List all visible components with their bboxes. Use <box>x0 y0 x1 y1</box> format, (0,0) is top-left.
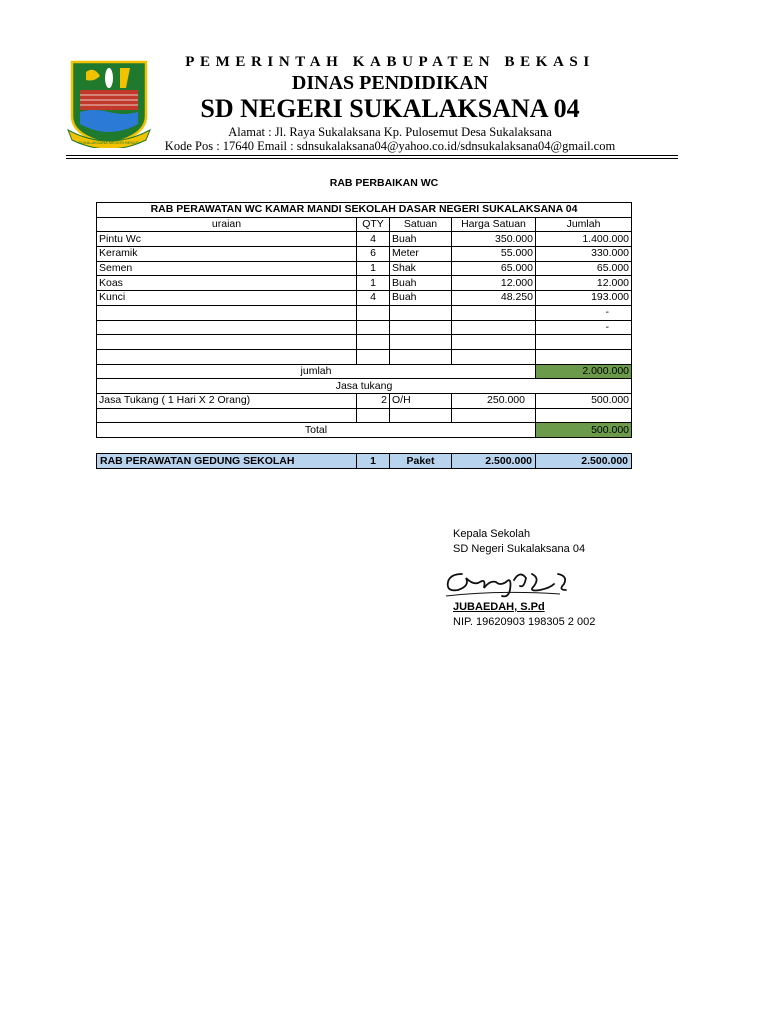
cell-uraian: Kunci <box>97 291 357 306</box>
summary-qty: 1 <box>357 454 390 469</box>
cell-uraian: Keramik <box>97 247 357 262</box>
cell-harga <box>452 305 536 320</box>
cell-uraian: Jasa Tukang ( 1 Hari X 2 Orang) <box>97 393 357 408</box>
cell-jumlah: - <box>536 320 632 335</box>
cell-qty <box>357 320 390 335</box>
cell-satuan: Buah <box>390 291 452 306</box>
cell-qty: 1 <box>357 261 390 276</box>
column-header: Jumlah <box>536 217 632 232</box>
table-row <box>97 276 632 291</box>
cell-satuan: Meter <box>390 247 452 262</box>
table-title: RAB PERAWATAN WC KAMAR MANDI SEKOLAH DASAR NEGERI SUKALAKSANA 04 <box>97 203 632 218</box>
cell-jumlah: - <box>536 305 632 320</box>
logo-ribbon-text: SUKALAKSANA NEGERI BEKASI <box>78 140 140 145</box>
cell-satuan: Shak <box>390 261 452 276</box>
cell-uraian: Koas <box>97 276 357 291</box>
total-label: Total <box>97 423 536 438</box>
header-contact: Kode Pos : 17640 Email : sdnsukalaksana04@yahoo.co.id/sdnsukalaksana04@gmail.com <box>164 139 616 153</box>
header-divider <box>66 155 678 156</box>
cell-jumlah: 12.000 <box>536 276 632 291</box>
cell-harga: 250.000 <box>452 393 536 408</box>
cell-qty: 4 <box>357 232 390 247</box>
cell-qty: 2 <box>357 393 390 408</box>
cell-harga: 48.250 <box>452 291 536 306</box>
cell-satuan: Buah <box>390 276 452 291</box>
cell-jumlah: 65.000 <box>536 261 632 276</box>
header-address: Alamat : Jl. Raya Sukalaksana Kp. Pulosemut Desa Sukalaksana <box>228 125 552 139</box>
cell-harga <box>452 320 536 335</box>
cell-harga: 55.000 <box>452 247 536 262</box>
table-row <box>97 232 632 247</box>
summary-table <box>96 453 632 469</box>
header-divider <box>66 158 678 159</box>
table-title-row <box>97 203 632 218</box>
cell-harga: 65.000 <box>452 261 536 276</box>
cell-satuan: O/H <box>390 393 452 408</box>
header-department: DINAS PENDIDIKAN <box>291 72 489 94</box>
cell-uraian <box>97 320 357 335</box>
document-title: RAB PERBAIKAN WC <box>329 177 439 189</box>
signature-nip: NIP. 19620903 198305 2 002 <box>453 616 596 628</box>
column-header: uraian <box>97 217 357 232</box>
header-school-name: SD NEGERI SUKALAKSANA 04 <box>200 94 580 123</box>
header-government: PEMERINTAH KABUPATEN BEKASI <box>185 54 595 70</box>
handwritten-signature <box>440 560 580 600</box>
column-header: QTY <box>357 217 390 232</box>
summary-harga: 2.500.000 <box>452 454 536 469</box>
cell-qty <box>357 305 390 320</box>
cell-harga: 12.000 <box>452 276 536 291</box>
table-row <box>97 247 632 262</box>
kabupaten-bekasi-logo <box>64 60 154 148</box>
rab-table <box>96 202 632 438</box>
table-row <box>97 393 632 408</box>
cell-uraian: Pintu Wc <box>97 232 357 247</box>
cell-qty: 4 <box>357 291 390 306</box>
cell-qty: 1 <box>357 276 390 291</box>
total-value: 500.000 <box>536 423 632 438</box>
cell-jumlah: 1.400.000 <box>536 232 632 247</box>
signature-name: JUBAEDAH, S.Pd <box>453 601 545 613</box>
jumlah-label: jumlah <box>97 364 536 379</box>
total-row <box>97 423 632 438</box>
cell-harga: 350.000 <box>452 232 536 247</box>
cell-jumlah: 500.000 <box>536 393 632 408</box>
table-row <box>97 408 632 423</box>
cell-uraian <box>97 305 357 320</box>
table-row <box>97 320 632 335</box>
cell-jumlah: 330.000 <box>536 247 632 262</box>
table-row <box>97 335 632 350</box>
summary-satuan: Paket <box>390 454 452 469</box>
column-header: Harga Satuan <box>452 217 536 232</box>
jasa-header-row <box>97 379 632 394</box>
table-row <box>97 261 632 276</box>
jumlah-row <box>97 364 632 379</box>
table-row <box>97 305 632 320</box>
summary-label: RAB PERAWATAN GEDUNG SEKOLAH <box>97 454 357 469</box>
cell-satuan: Buah <box>390 232 452 247</box>
cell-qty: 6 <box>357 247 390 262</box>
jasa-header: Jasa tukang <box>97 379 632 394</box>
table-header-row <box>97 217 632 232</box>
signature-school: SD Negeri Sukalaksana 04 <box>453 543 586 555</box>
cell-jumlah: 193.000 <box>536 291 632 306</box>
cell-satuan <box>390 320 452 335</box>
signature-role: Kepala Sekolah <box>453 528 531 540</box>
table-row <box>97 349 632 364</box>
summary-row <box>97 454 632 469</box>
cell-satuan <box>390 305 452 320</box>
table-row <box>97 291 632 306</box>
summary-jumlah: 2.500.000 <box>536 454 632 469</box>
jumlah-value: 2.000.000 <box>536 364 632 379</box>
cell-uraian: Semen <box>97 261 357 276</box>
column-header: Satuan <box>390 217 452 232</box>
